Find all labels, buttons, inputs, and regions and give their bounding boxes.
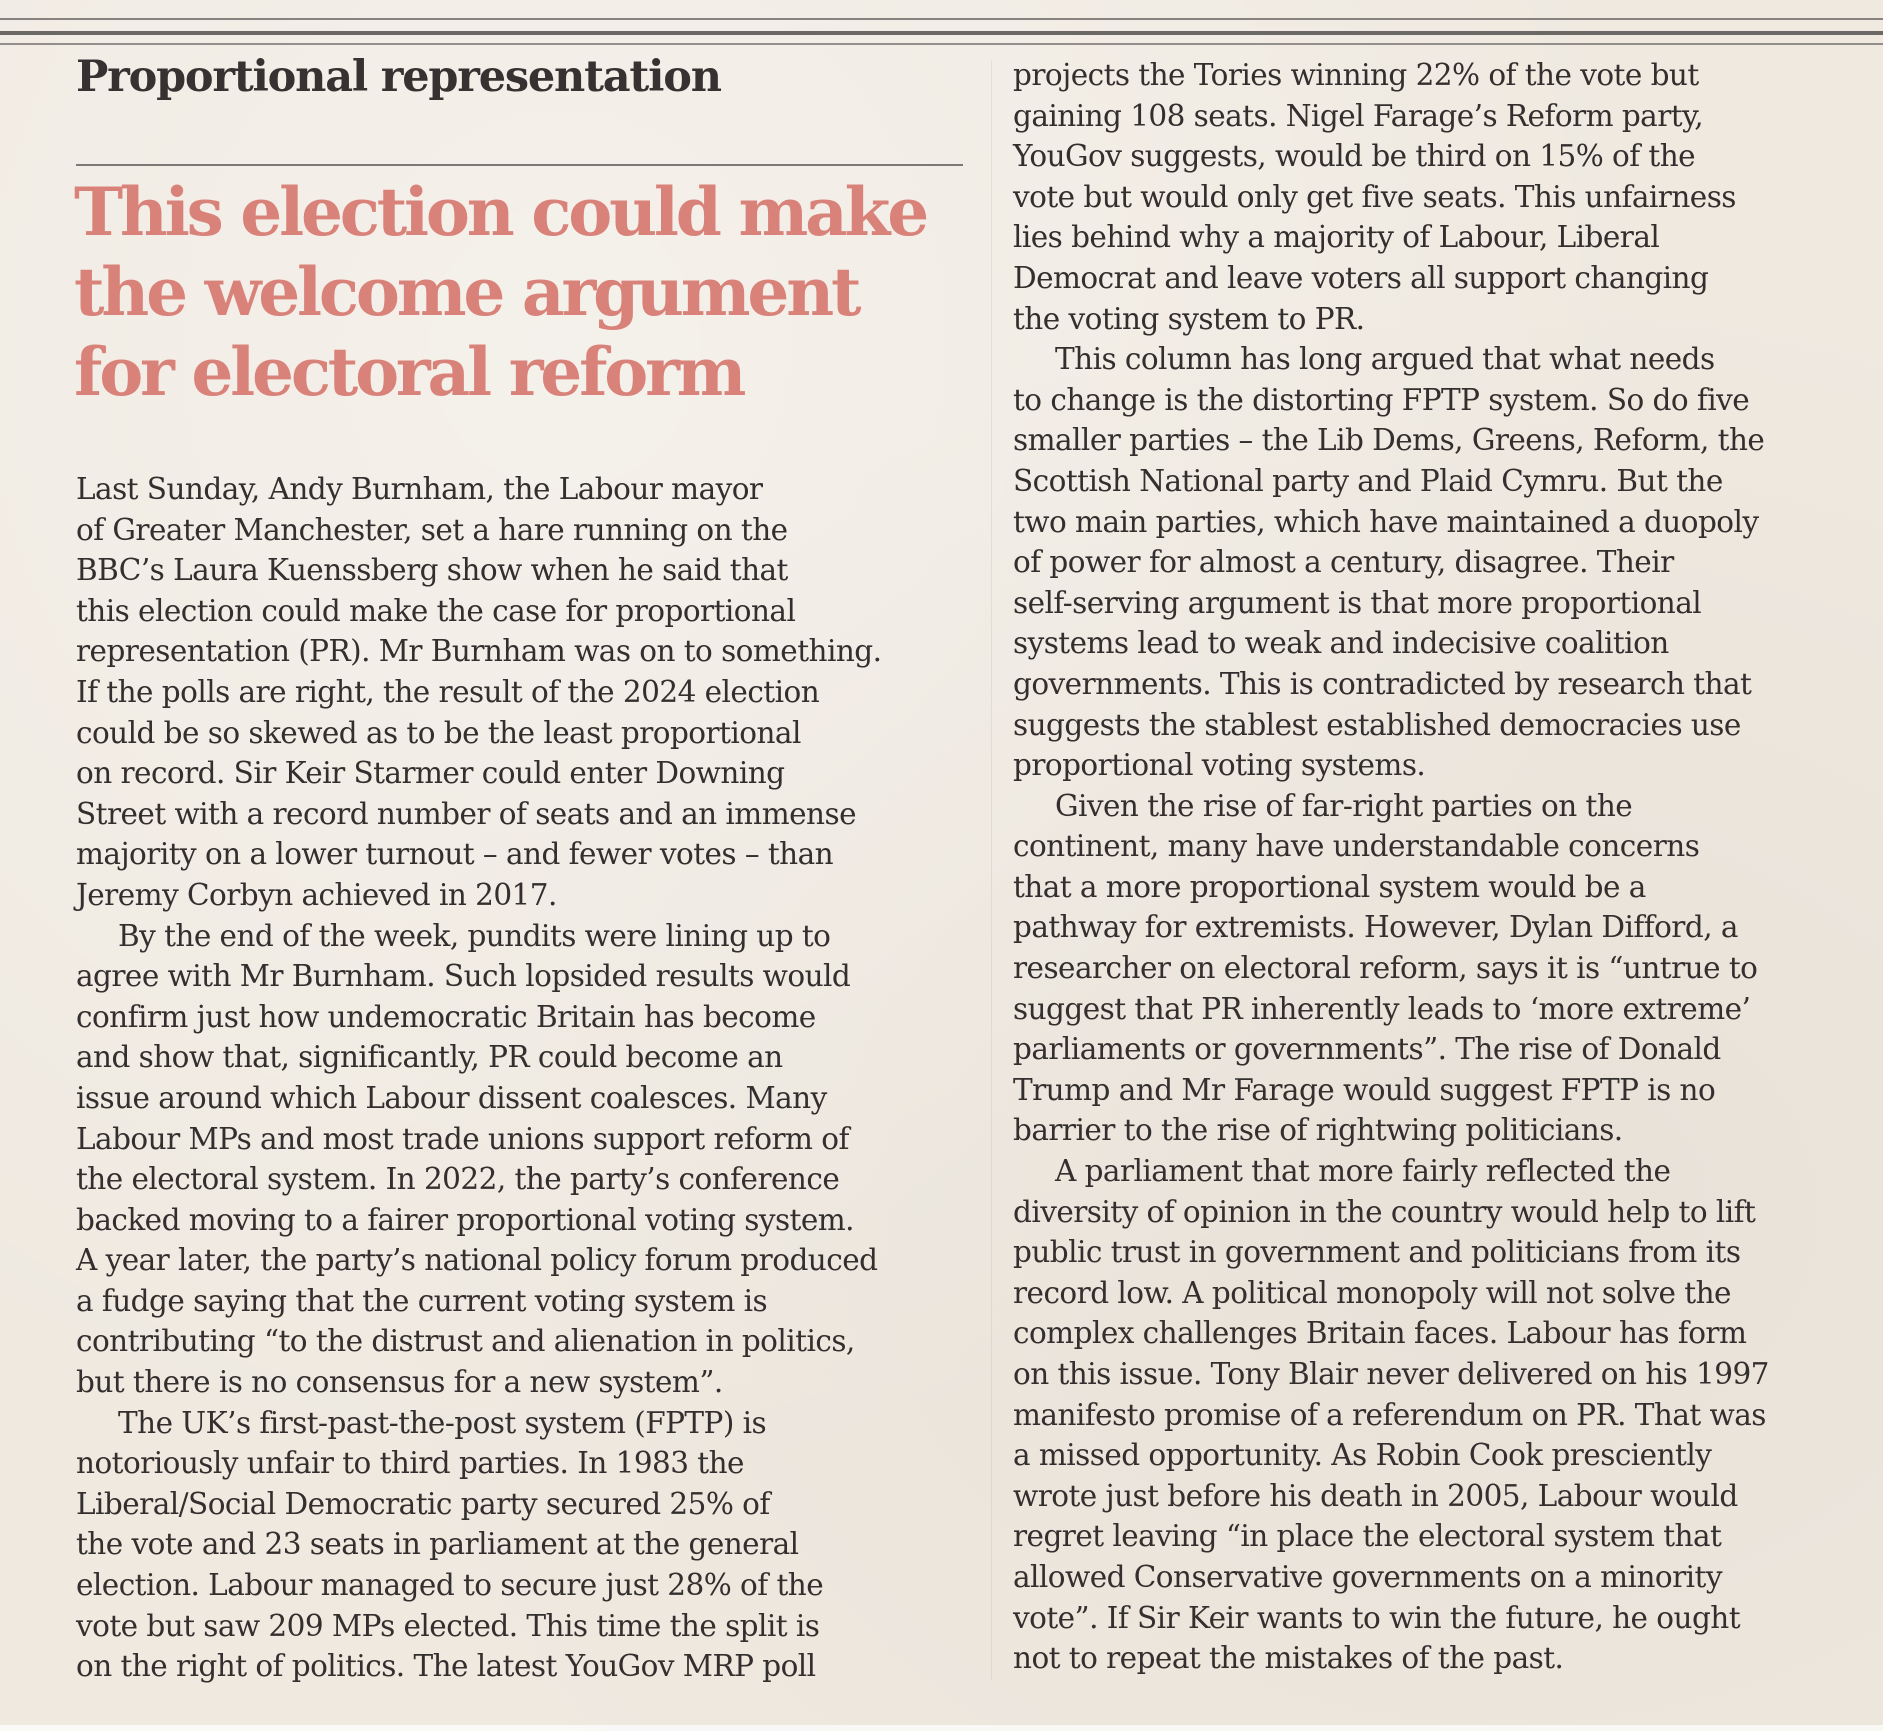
- text-line: barrier to the rise of rightwing politicians.: [1013, 1113, 1623, 1148]
- text-line: a missed opportunity. As Robin Cook presciently: [1013, 1438, 1712, 1473]
- top-border-rule: [0, 18, 1883, 20]
- text-line: researcher on electoral reform, says it is “untrue to: [1013, 951, 1758, 986]
- text-line: smaller parties – the Lib Dems, Greens, Reform, the: [1013, 423, 1765, 458]
- text-line: lies behind why a majority of Labour, Liberal: [1013, 220, 1660, 255]
- text-line: Street with a record number of seats and an immense: [76, 796, 857, 831]
- text-line: If the polls are right, the result of the 2024 election: [76, 674, 820, 709]
- text-line: on this issue. Tony Blair never delivered on his 1997: [1013, 1357, 1769, 1391]
- text-line: governments. This is contradicted by research that: [1013, 666, 1752, 701]
- text-line: two main parties, which have maintained a duopoly: [1013, 504, 1759, 539]
- text-line: agree with Mr Burnham. Such lopsided results would: [76, 959, 851, 994]
- text-line: diversity of opinion in the country would help to lift: [1013, 1194, 1756, 1229]
- text-line: that a more proportional system would be a: [1013, 869, 1646, 904]
- text-line: suggest that PR inherently leads to ‘more extreme’: [1013, 991, 1751, 1026]
- text-line: representation (PR). Mr Burnham was on to something.: [76, 634, 882, 669]
- text-line: YouGov suggests, would be third on 15% of the: [1013, 139, 1696, 174]
- text-line: this election could make the case for proportional: [76, 593, 796, 628]
- text-line: of power for almost a century, disagree. Their: [1013, 545, 1674, 580]
- text-line: vote but would only get five seats. This unfairness: [1013, 179, 1736, 214]
- text-line: pathway for extremists. However, Dylan Difford, a: [1013, 910, 1738, 945]
- text-line: of Greater Manchester, set a hare running on the: [76, 512, 788, 547]
- text-line: systems lead to weak and indecisive coalition: [1013, 626, 1669, 661]
- text-line: proportional voting systems.: [1013, 748, 1426, 783]
- text-line: allowed Conservative governments on a minority: [1013, 1559, 1722, 1594]
- text-line: Labour MPs and most trade unions support reform of: [76, 1121, 849, 1156]
- text-line: continent, many have understandable concerns: [1013, 829, 1700, 864]
- text-line: manifesto promise of a referendum on PR. That was: [1013, 1397, 1766, 1432]
- text-line: parliaments or governments”. The rise of Donald: [1013, 1032, 1721, 1067]
- top-border-rule: [0, 31, 1883, 35]
- text-line: projects the Tories winning 22% of the vote but: [1013, 58, 1699, 92]
- text-line: Jeremy Corbyn achieved in 2017.: [76, 877, 557, 912]
- headline-rule: [76, 164, 963, 166]
- headline-line: for electoral reform: [74, 333, 744, 411]
- text-line: a fudge saying that the current voting system is: [76, 1283, 768, 1318]
- text-line: suggests the stablest established democracies use: [1013, 707, 1741, 742]
- headline-line: the welcome argument: [74, 253, 859, 331]
- text-line: By the end of the week, pundits were lining up to: [118, 918, 831, 953]
- text-line: majority on a lower turnout – and fewer votes – than: [76, 837, 834, 872]
- article-column-left: [76, 469, 971, 1687]
- article-column-right: [1013, 55, 1863, 1679]
- text-line: regret leaving “in place the electoral system that: [1013, 1519, 1722, 1554]
- text-line: A parliament that more fairly reflected the: [1055, 1154, 1671, 1189]
- text-line: gaining 108 seats. Nigel Farage’s Reform party,: [1013, 98, 1704, 133]
- text-line: the vote and 23 seats in parliament at the general: [76, 1527, 799, 1562]
- text-line: on record. Sir Keir Starmer could enter Downing: [76, 756, 785, 791]
- text-line: Scottish National party and Plaid Cymru. But the: [1013, 463, 1723, 498]
- text-line: self-serving argument is that more proportional: [1013, 585, 1702, 620]
- text-line: to change is the distorting FPTP system. So do five: [1013, 382, 1750, 417]
- headline-line: This election could make: [74, 173, 927, 251]
- top-border-rule: [0, 43, 1883, 45]
- text-line: vote but saw 209 MPs elected. This time the split is: [76, 1608, 820, 1643]
- text-line: public trust in government and politicians from its: [1013, 1235, 1741, 1270]
- text-line: backed moving to a fairer proportional voting system.: [76, 1202, 854, 1237]
- text-line: contributing “to the distrust and alienation in politics,: [76, 1324, 855, 1359]
- text-line: but there is no consensus for a new system”.: [76, 1365, 723, 1400]
- text-line: BBC’s Laura Kuenssberg show when he said that: [76, 553, 788, 588]
- text-line: could be so skewed as to be the least proportional: [76, 715, 801, 750]
- text-line: Last Sunday, Andy Burnham, the Labour mayor: [76, 472, 763, 506]
- text-line: and show that, significantly, PR could become an: [76, 1040, 783, 1075]
- text-line: This column has long argued that what needs: [1055, 342, 1715, 377]
- text-line: A year later, the party’s national policy forum produced: [76, 1243, 878, 1278]
- text-line: confirm just how undemocratic Britain has become: [76, 999, 816, 1034]
- text-line: Trump and Mr Farage would suggest FPTP is no: [1013, 1072, 1716, 1107]
- text-line: complex challenges Britain faces. Labour has form: [1013, 1316, 1747, 1351]
- text-line: Given the rise of far-right parties on the: [1055, 788, 1633, 823]
- text-line: Democrat and leave voters all support changing: [1013, 260, 1709, 295]
- text-line: the electoral system. In 2022, the party’s conference: [76, 1162, 840, 1197]
- text-line: not to repeat the mistakes of the past.: [1013, 1641, 1564, 1676]
- text-line: vote”. If Sir Keir wants to win the future, he ought: [1013, 1600, 1741, 1635]
- text-line: wrote just before his death in 2005, Labour would: [1013, 1478, 1738, 1513]
- column-gutter: [991, 60, 992, 1680]
- headline: [74, 172, 974, 412]
- text-line: Liberal/Social Democratic party secured 25% of: [76, 1486, 770, 1521]
- text-line: issue around which Labour dissent coalesces. Many: [76, 1080, 827, 1115]
- text-line: The UK’s first-past-the-post system (FPTP) is: [118, 1405, 767, 1440]
- text-line: election. Labour managed to secure just 28% of the: [76, 1568, 824, 1603]
- text-line: the voting system to PR.: [1013, 301, 1365, 336]
- text-line: on the right of politics. The latest YouGov MRP poll: [76, 1649, 816, 1684]
- text-line: notoriously unfair to third parties. In 1983 the: [76, 1446, 744, 1481]
- section-label: Proportional representation: [76, 52, 721, 102]
- bottom-edge: [0, 1725, 1883, 1731]
- text-line: record low. A political monopoly will not solve the: [1013, 1275, 1731, 1310]
